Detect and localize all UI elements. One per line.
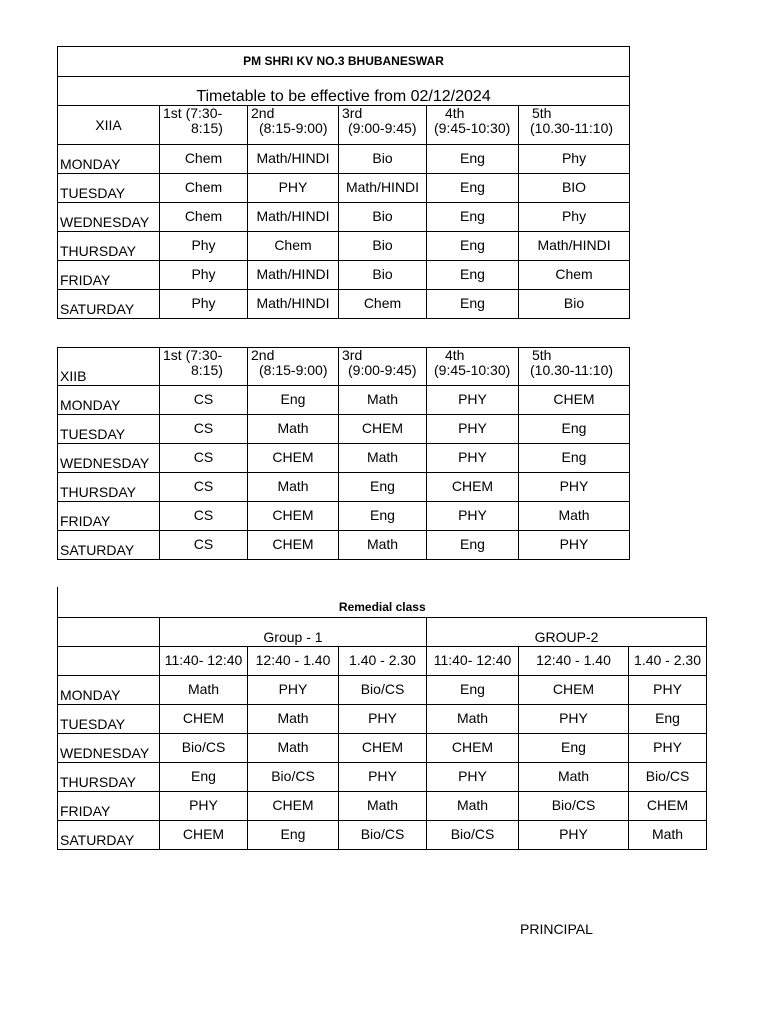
principal-signature-label: PRINCIPAL <box>520 921 593 937</box>
subject-cell: Eng <box>519 733 629 762</box>
subject-cell: CHEM <box>248 502 339 531</box>
subject-cell: CHEM <box>519 386 630 415</box>
subject-cell: Bio <box>339 203 427 232</box>
remedial-title: Remedial class <box>58 587 707 617</box>
table-row <box>58 415 630 444</box>
day-label: THURSDAY <box>58 762 160 791</box>
table-row <box>58 174 630 203</box>
subject-cell: Chem <box>160 203 248 232</box>
school-name: PM SHRI KV NO.3 BHUBANESWAR <box>58 47 630 77</box>
subject-cell: Eng <box>427 290 519 319</box>
subject-cell: Eng <box>427 174 519 203</box>
subject-cell: Eng <box>248 820 339 849</box>
subject-cell: Eng <box>248 386 339 415</box>
day-label: SATURDAY <box>58 531 160 560</box>
subject-cell: Bio/CS <box>160 733 248 762</box>
time-slot: 11:40- 12:40 <box>160 646 248 675</box>
table-row <box>58 531 630 560</box>
subject-cell: CHEM <box>339 733 427 762</box>
subject-cell: Math/HINDI <box>248 261 339 290</box>
subject-cell: PHY <box>339 704 427 733</box>
period-header: 4th (9:45-10:30) <box>427 106 519 145</box>
blank-cell <box>58 617 160 646</box>
subject-cell: CS <box>160 444 248 473</box>
day-label: TUESDAY <box>58 415 160 444</box>
subject-cell: CS <box>160 502 248 531</box>
table-row <box>58 473 630 502</box>
subject-cell: PHY <box>427 502 519 531</box>
subject-cell: Eng <box>160 762 248 791</box>
subject-cell: Math <box>248 473 339 502</box>
subject-cell: Chem <box>248 232 339 261</box>
period-header: 3rd (9:00-9:45) <box>339 106 427 145</box>
subject-cell: Eng <box>427 232 519 261</box>
subject-cell: PHY <box>160 791 248 820</box>
subject-cell: Math/HINDI <box>248 203 339 232</box>
subject-cell: CHEM <box>519 675 629 704</box>
day-label: TUESDAY <box>58 704 160 733</box>
subject-cell: Eng <box>427 675 519 704</box>
time-slot: 11:40- 12:40 <box>427 646 519 675</box>
subject-cell: Math <box>629 820 707 849</box>
day-label: SATURDAY <box>58 820 160 849</box>
subject-cell: Chem <box>519 261 630 290</box>
subject-cell: CHEM <box>248 531 339 560</box>
subject-cell: Math <box>248 704 339 733</box>
subject-cell: Eng <box>519 444 630 473</box>
subject-cell: Math <box>519 502 630 531</box>
table-row <box>58 261 630 290</box>
period-header: 2nd (8:15-9:00) <box>248 348 339 386</box>
subject-cell: CHEM <box>339 415 427 444</box>
class-label-xiib: XIIB <box>58 348 160 386</box>
period-header: 4th (9:45-10:30) <box>427 348 519 386</box>
table-row <box>58 704 707 733</box>
subject-cell: Chem <box>160 174 248 203</box>
subject-cell: PHY <box>629 733 707 762</box>
group-2-header: GROUP-2 <box>427 617 707 646</box>
subject-cell: Math <box>427 704 519 733</box>
subject-cell: Bio/CS <box>629 762 707 791</box>
subject-cell: CHEM <box>629 791 707 820</box>
day-label: WEDNESDAY <box>58 444 160 473</box>
subject-cell: Math <box>339 444 427 473</box>
subject-cell: Math <box>427 791 519 820</box>
subject-cell: Bio/CS <box>339 675 427 704</box>
class-label-xiia: XIIA <box>58 106 160 145</box>
table-row <box>58 762 707 791</box>
xiib-timetable <box>57 347 630 560</box>
subject-cell: Eng <box>427 531 519 560</box>
subject-cell: PHY <box>427 415 519 444</box>
day-label: FRIDAY <box>58 502 160 531</box>
day-label: THURSDAY <box>58 473 160 502</box>
table-row <box>58 444 630 473</box>
subject-cell: PHY <box>519 704 629 733</box>
subject-cell: Bio/CS <box>519 791 629 820</box>
subject-cell: PHY <box>248 675 339 704</box>
subject-cell: Phy <box>160 232 248 261</box>
subject-cell: Bio <box>339 261 427 290</box>
subject-cell: PHY <box>427 444 519 473</box>
subject-cell: CHEM <box>248 791 339 820</box>
table-row <box>58 791 707 820</box>
subject-cell: CHEM <box>427 473 519 502</box>
effective-date-line: Timetable to be effective from 02/12/2024 <box>58 77 630 106</box>
subject-cell: PHY <box>339 762 427 791</box>
time-slot: 1.40 - 2.30 <box>339 646 427 675</box>
subject-cell: Eng <box>519 415 630 444</box>
remedial-timetable <box>57 587 707 850</box>
group-1-header: Group - 1 <box>160 617 427 646</box>
subject-cell: Bio <box>339 145 427 174</box>
day-label: MONDAY <box>58 675 160 704</box>
subject-cell: Eng <box>427 145 519 174</box>
day-label: SATURDAY <box>58 290 160 319</box>
subject-cell: Phy <box>519 203 630 232</box>
subject-cell: CHEM <box>160 820 248 849</box>
subject-cell: CHEM <box>248 444 339 473</box>
time-slot: 1.40 - 2.30 <box>629 646 707 675</box>
table-row <box>58 675 707 704</box>
xiia-timetable <box>57 46 630 319</box>
period-header: 5th (10.30-11:10) <box>519 106 630 145</box>
period-header: 2nd (8:15-9:00) <box>248 106 339 145</box>
subject-cell: Math <box>339 791 427 820</box>
period-header: 5th (10.30-11:10) <box>519 348 630 386</box>
subject-cell: Math/HINDI <box>339 174 427 203</box>
day-label: WEDNESDAY <box>58 733 160 762</box>
period-header: 3rd (9:00-9:45) <box>339 348 427 386</box>
table-row <box>58 820 707 849</box>
subject-cell: Phy <box>519 145 630 174</box>
period-header: 1st (7:30- 8:15) <box>160 348 248 386</box>
subject-cell: Chem <box>339 290 427 319</box>
subject-cell: CS <box>160 415 248 444</box>
blank-cell <box>58 646 160 675</box>
subject-cell: Bio <box>519 290 630 319</box>
subject-cell: Chem <box>160 145 248 174</box>
subject-cell: PHY <box>427 386 519 415</box>
table-row <box>58 290 630 319</box>
table-row <box>58 203 630 232</box>
table-row <box>58 502 630 531</box>
subject-cell: Math <box>339 386 427 415</box>
subject-cell: Math/HINDI <box>519 232 630 261</box>
subject-cell: Phy <box>160 261 248 290</box>
day-label: MONDAY <box>58 386 160 415</box>
subject-cell: Bio/CS <box>427 820 519 849</box>
subject-cell: Math <box>160 675 248 704</box>
subject-cell: Phy <box>160 290 248 319</box>
subject-cell: Math/HINDI <box>248 290 339 319</box>
table-row <box>58 733 707 762</box>
subject-cell: CHEM <box>427 733 519 762</box>
table-row <box>58 145 630 174</box>
day-label: THURSDAY <box>58 232 160 261</box>
subject-cell: Math <box>339 531 427 560</box>
subject-cell: Eng <box>427 261 519 290</box>
subject-cell: BIO <box>519 174 630 203</box>
subject-cell: PHY <box>519 473 630 502</box>
subject-cell: Eng <box>339 473 427 502</box>
time-slot: 12:40 - 1.40 <box>519 646 629 675</box>
subject-cell: Bio <box>339 232 427 261</box>
subject-cell: PHY <box>427 762 519 791</box>
subject-cell: Eng <box>629 704 707 733</box>
subject-cell: CS <box>160 531 248 560</box>
subject-cell: Bio/CS <box>248 762 339 791</box>
subject-cell: PHY <box>519 531 630 560</box>
table-row <box>58 232 630 261</box>
subject-cell: Eng <box>427 203 519 232</box>
subject-cell: Bio/CS <box>339 820 427 849</box>
table-row <box>58 386 630 415</box>
subject-cell: CHEM <box>160 704 248 733</box>
subject-cell: Math/HINDI <box>248 145 339 174</box>
subject-cell: CS <box>160 473 248 502</box>
subject-cell: Eng <box>339 502 427 531</box>
subject-cell: PHY <box>629 675 707 704</box>
subject-cell: Math <box>248 733 339 762</box>
subject-cell: CS <box>160 386 248 415</box>
day-label: MONDAY <box>58 145 160 174</box>
day-label: WEDNESDAY <box>58 203 160 232</box>
subject-cell: PHY <box>519 820 629 849</box>
subject-cell: PHY <box>248 174 339 203</box>
subject-cell: Math <box>248 415 339 444</box>
day-label: FRIDAY <box>58 261 160 290</box>
day-label: TUESDAY <box>58 174 160 203</box>
time-slot: 12:40 - 1.40 <box>248 646 339 675</box>
subject-cell: Math <box>519 762 629 791</box>
day-label: FRIDAY <box>58 791 160 820</box>
period-header: 1st (7:30- 8:15) <box>160 106 248 145</box>
